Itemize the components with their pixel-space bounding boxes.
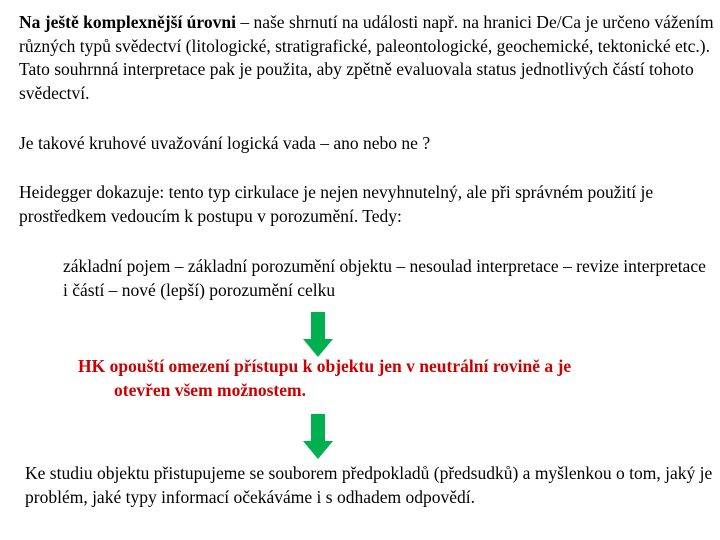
intro-bold-lead: Na ještě komplexnější úrovni <box>19 12 236 32</box>
paragraph-question: Je takové kruhové uvažování logická vada – ano nebo ne ? <box>19 133 431 153</box>
down-arrow-icon <box>303 312 333 357</box>
intro-text: – naše shrnutí na události např. na hranici De/Ca je určeno vážením různých typů svědectví (litologické, stratigrafické, paleontologické, geochemické, tektonické etc.). Tato souhrnná interpretace pak je použita, aby zpětně evaluovala status jednotlivých částí tohoto svědectví. <box>19 12 714 103</box>
hk-line-1: HK opouští omezení přístupu k objektu jen v neutrální rovině a je <box>78 356 572 376</box>
paragraph-circle-steps: základní pojem – základní porozumění objektu – nesoulad interpretace – revize interpretace i částí – nové (lepší) porozumění celku <box>63 256 706 300</box>
down-arrow-icon <box>303 414 333 459</box>
paragraph-conclusion: Ke studiu objektu přistupujeme se souborem předpokladů (předsudků) a myšlenkou o tom, jaký je problém, jaké typy informací očekáváme i s odhadem odpovědí. <box>25 463 713 507</box>
hk-line-2: otevřen všem možnostem. <box>114 379 306 400</box>
paragraph-heidegger: Heidegger dokazuje: tento typ cirkulace je nejen nevyhnutelný, ale při správném použití je prostředkem vedoucím k postupu v porozumění. Tedy: <box>19 182 654 226</box>
paragraph-intro <box>19 11 714 105</box>
paragraph-hk-statement <box>78 355 708 402</box>
